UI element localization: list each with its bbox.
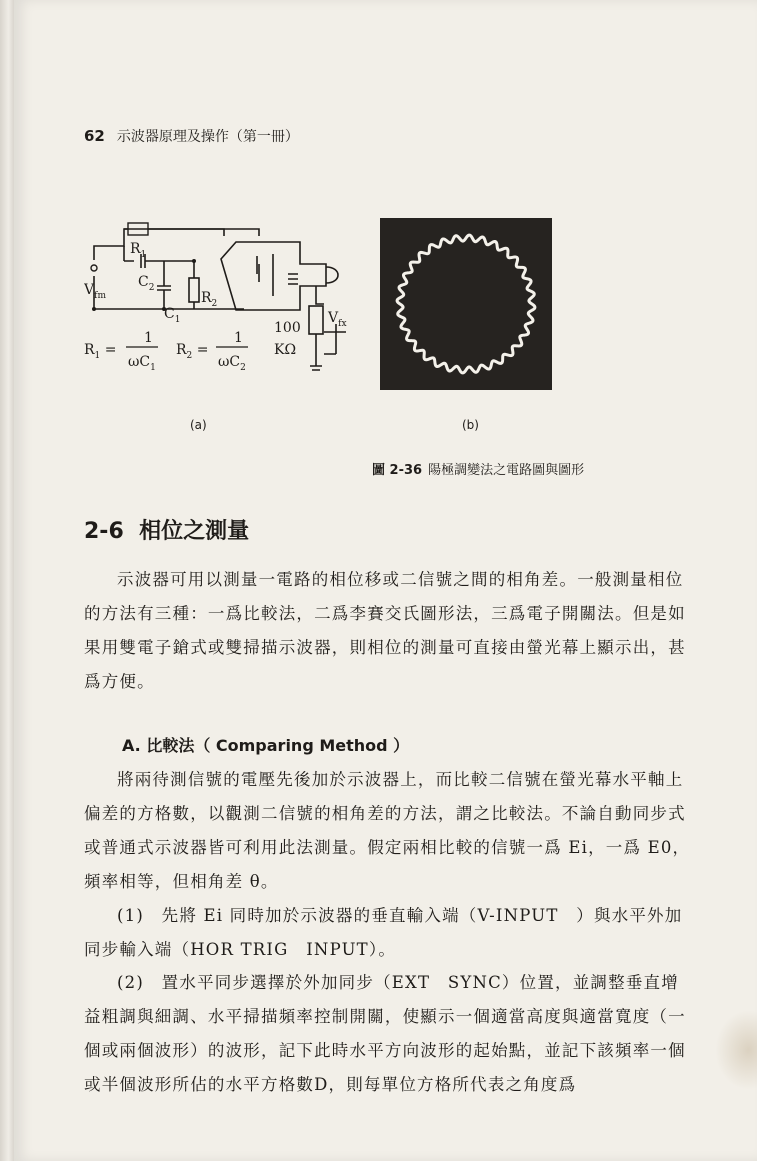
label-c2: $C_2$	[138, 274, 155, 293]
equation-r2-denominator: $\omega C_2$	[218, 354, 246, 373]
paragraph-step-1: (1) 先將 Ei 同時加於示波器的垂直輸入端（V-INPUT ）與水平外加同步輸入端（HOR TRIG INPUT）。	[84, 906, 683, 959]
page-stain	[715, 1010, 757, 1090]
section-title: 相位之測量	[139, 519, 250, 544]
page-binding-edge	[0, 0, 14, 1161]
section-heading	[84, 514, 249, 545]
equation-r2-numerator: 1	[234, 330, 243, 346]
figure-label-b: (b)	[462, 418, 479, 432]
figure-label-a: (a)	[190, 418, 207, 432]
equation-r1-denominator: $\omega C_1$	[128, 354, 156, 373]
label-resistor-value: 100	[274, 320, 301, 336]
book-title: 示波器原理及操作（第一冊）	[116, 129, 299, 145]
figure-caption-number: 圖 2-36	[372, 463, 423, 478]
figure-caption-text: 陽極調變法之電路圖與圖形	[428, 463, 585, 478]
label-vfm: $V_{fm}$	[84, 282, 106, 301]
label-r2: $R_2$	[201, 290, 218, 309]
page-number: 62	[84, 127, 105, 145]
subsection-heading: A. 比較法（ Comparing Method ）	[122, 736, 410, 755]
section-number: 2-6	[84, 519, 124, 544]
label-r1: $R_1$	[130, 241, 147, 260]
equation-r1: $R_1$ =	[84, 342, 117, 361]
oscilloscope-pattern	[380, 218, 552, 390]
label-vfx: $V_{fx}$	[328, 310, 347, 329]
paragraph-step-2: (2) 置水平同步選擇於外加同步（EXT SYNC）位置，並調整垂直增益粗調與細調、水平掃描頻率控制開關，使顯示一個適當高度與適當寬度（一個或兩個波形）的波形，記下此時水平方向波形的起始點，並記下該頻率一個或半個波形所佔的水平方格數D，則每單位方格所代表之角度爲	[84, 973, 686, 1094]
paragraph-comparison-method: 將兩待測信號的電壓先後加於示波器上，而比較二信號在螢光幕水平軸上偏差的方格數，以觀測二信號的相角差的方法，謂之比較法。不論自動同步式或普通式示波器皆可利用此法測量。假定兩相比較的信號一爲 Ei，一爲 E0，頻率相等，但相角差 θ。	[84, 770, 691, 891]
paragraph-intro: 示波器可用以測量一電路的相位移或二信號之間的相角差。一般測量相位的方法有三種：一爲比較法，二爲李賽交氏圖形法，三爲電子開關法。但是如果用雙電子鎗式或雙掃描示波器，則相位的測量可直接由螢光幕上顯示出，甚爲方便。	[84, 570, 686, 691]
running-header	[84, 126, 299, 146]
label-c1: $C_1$	[164, 306, 181, 325]
equation-r1-numerator: 1	[144, 330, 153, 346]
equation-r2: $R_2$ =	[176, 342, 209, 361]
label-resistor-unit: KΩ	[274, 342, 297, 358]
figure-caption	[372, 459, 584, 478]
circuit-diagram	[84, 214, 364, 389]
